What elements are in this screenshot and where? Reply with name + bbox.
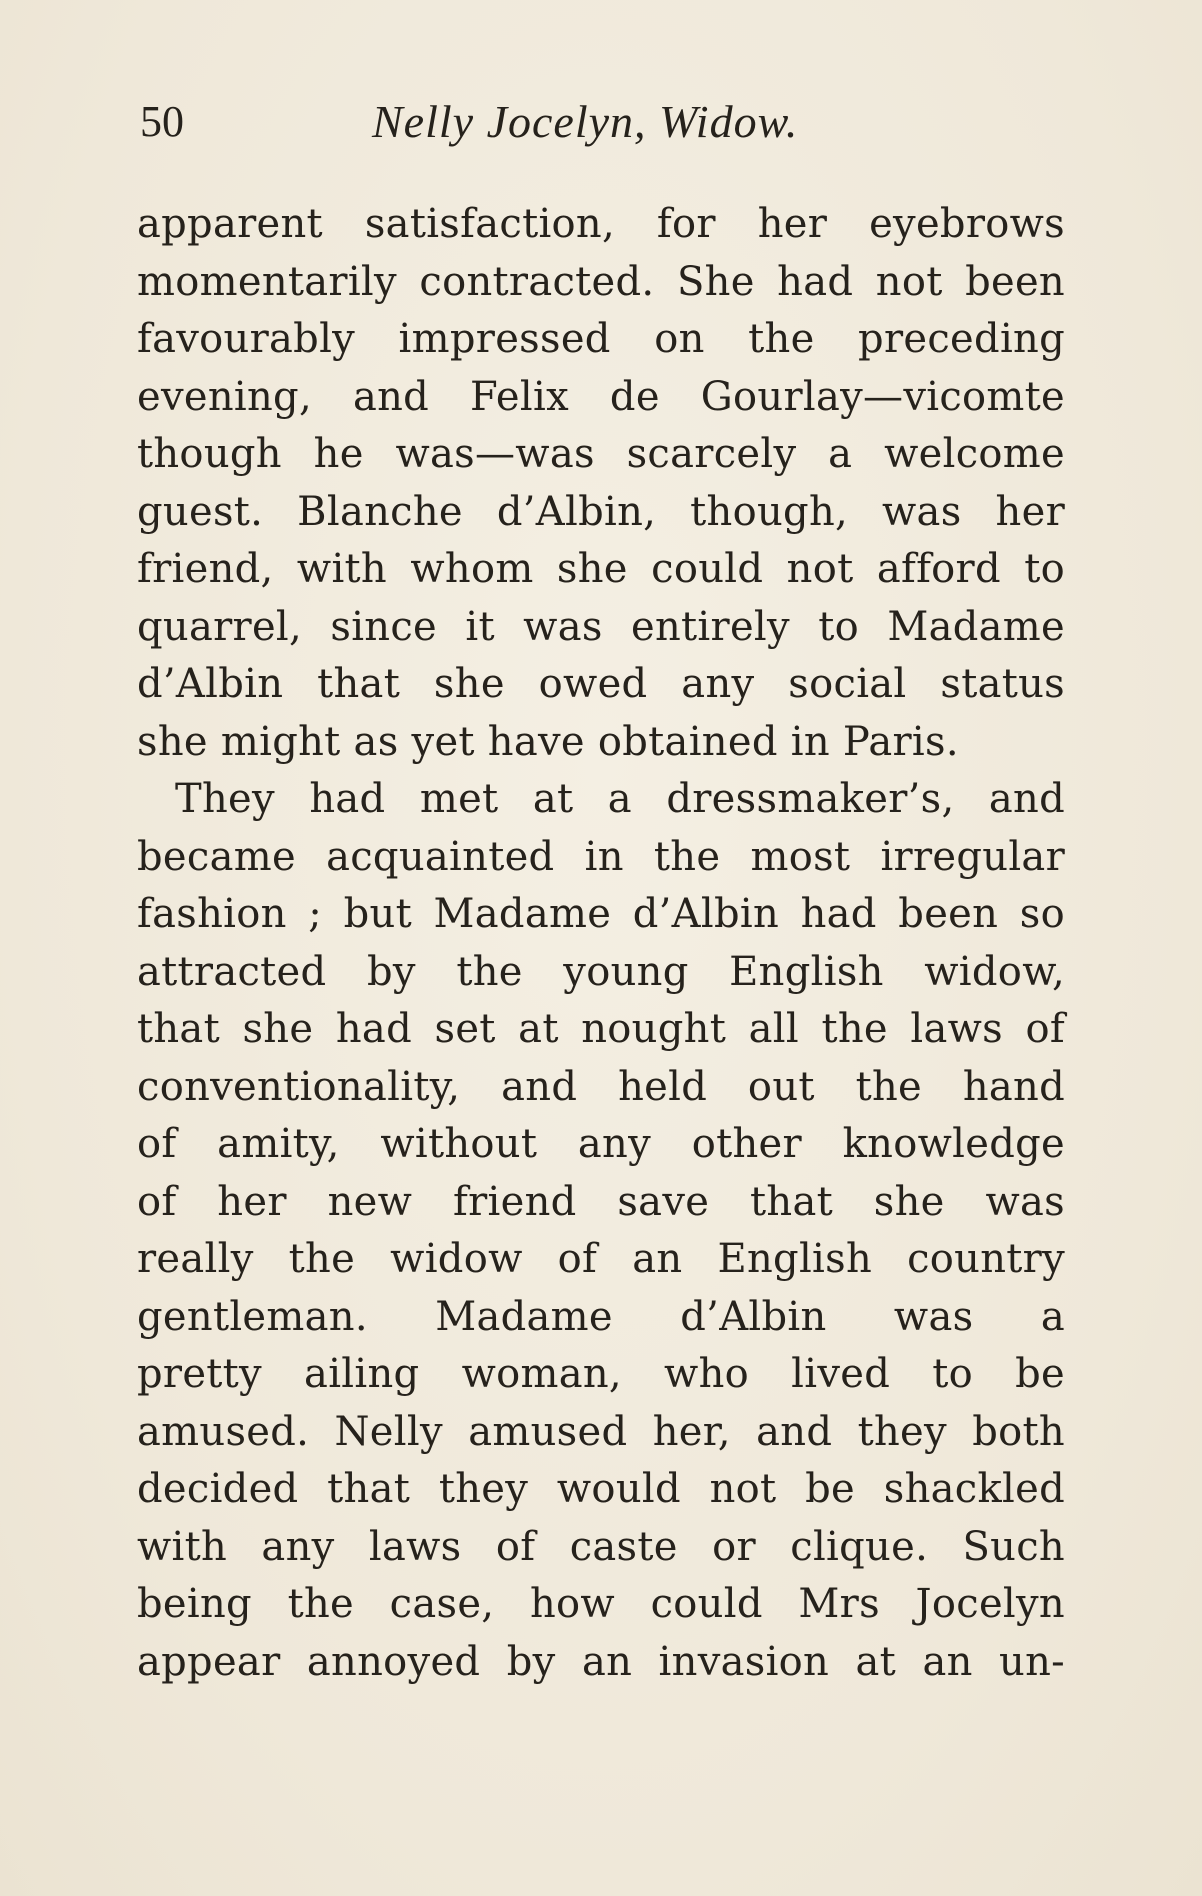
text-line: appear annoyed by an invasion at an un- (137, 1638, 1065, 1685)
text-line: attracted by the young English widow, (137, 948, 1065, 995)
text-line: d’Albin that she owed any social status (137, 661, 1065, 707)
text-line: pretty ailing woman, who lived to be (137, 1351, 1065, 1397)
text-line: though he was—was scarcely a welcome (137, 431, 1065, 477)
text-line: with any laws of caste or clique. Such (137, 1523, 1065, 1570)
text-line: she might as yet have obtained in Paris. (137, 718, 959, 765)
text-line: gentleman. Madame d’Albin was a (137, 1293, 1065, 1340)
text-line: amused. Nelly amused her, and they both (137, 1408, 1065, 1455)
text-line: evening, and Felix de Gourlay—vicomte (137, 373, 1065, 420)
body-text (137, 196, 1065, 1691)
text-line: being the case, how could Mrs Jocelyn (137, 1581, 1065, 1627)
text-line: became acquainted in the most irregular (137, 833, 1065, 880)
text-line: conventionality, and held out the hand (137, 1063, 1065, 1110)
text-line: friend, with whom she could not afford to (137, 546, 1065, 592)
page-number: 50 (140, 97, 184, 146)
text-line: They had met at a dressmaker’s, and (175, 776, 1065, 822)
text-line: fashion ; but Madame d’Albin had been so (137, 891, 1065, 937)
text-line: quarrel, since it was entirely to Madame (137, 603, 1065, 650)
text-line: that she had set at nought all the laws of (137, 1006, 1065, 1052)
text-line: really the widow of an English country (137, 1236, 1065, 1282)
text-line: favourably impressed on the preceding (137, 316, 1065, 362)
text-line: of amity, without any other knowledge (137, 1121, 1065, 1167)
text-line: momentarily contracted. She had not been (137, 258, 1065, 305)
text-line: decided that they would not be shackled (137, 1466, 1065, 1512)
running-title: Nelly Jocelyn, Widow. (372, 96, 799, 147)
running-head (140, 92, 1060, 152)
text-line: apparent satisfaction, for her eyebrows (137, 201, 1065, 247)
text-line: guest. Blanche d’Albin, though, was her (137, 488, 1065, 535)
text-line: of her new friend save that she was (137, 1178, 1065, 1225)
